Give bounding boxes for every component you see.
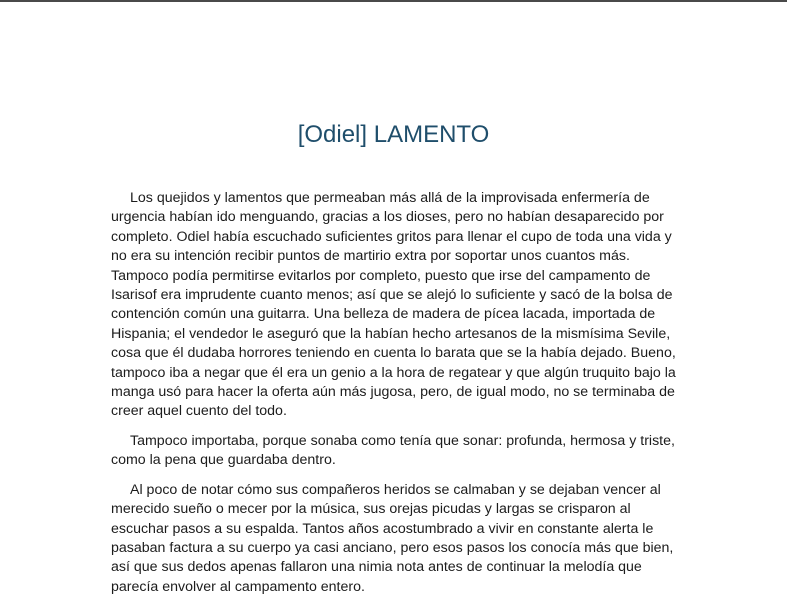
document-title: [Odiel] LAMENTO xyxy=(297,121,490,148)
document-body xyxy=(111,189,677,607)
paragraph-3: Al poco de notar cómo sus compañeros heridos se calmaban y se dejaban vencer al merecido sueño o mecer por la música, sus orejas picudas y largas se crisparon al escuchar pasos a su espalda. Tantos años acostumbrado a vivir en constante alerta le pasaban factura a su cuerpo ya casi anciano, pero esos pasos los conocía más que bien, así que sus dedos apenas fallaron una nimia nota antes de continuar la melodía que parecía envolver al campamento entero. xyxy=(111,481,674,595)
paragraph-2: Tampoco importaba, porque sonaba como tenía que sonar: profunda, hermosa y triste, como la pena que guardaba dentro. xyxy=(111,432,675,469)
paragraph-1: Los quejidos y lamentos que permeaban más allá de la improvisada enfermería de urgencia habían ido menguando, gracias a los dioses, pero no habían desaparecido por completo. Odiel había escuchado suficientes gritos para llenar el cupo de toda una vida y no era su intención recibir puntos de martirio extra por soportar unos cuantos más. Tampoco podía permitirse evitarlos por completo, puesto que irse del campamento de Isarisof era imprudente cuanto menos; así que se alejó lo suficiente y sacó de la bolsa de contención común una guitarra. Una belleza de madera de pícea lacada, importada de Hispania; el vendedor le aseguró que la habían hecho artesanos de la mismísima Sevile, cosa que él dudaba horrores teniendo en cuenta lo barata que se la había dejado. Bueno, tampoco iba a negar que él era un genio a la hora de regatear y que algún truquito bajo la manga usó para hacer la oferta aún más jugosa, pero, de igual modo, no se terminaba de creer aquel cuento del todo. xyxy=(111,190,676,420)
